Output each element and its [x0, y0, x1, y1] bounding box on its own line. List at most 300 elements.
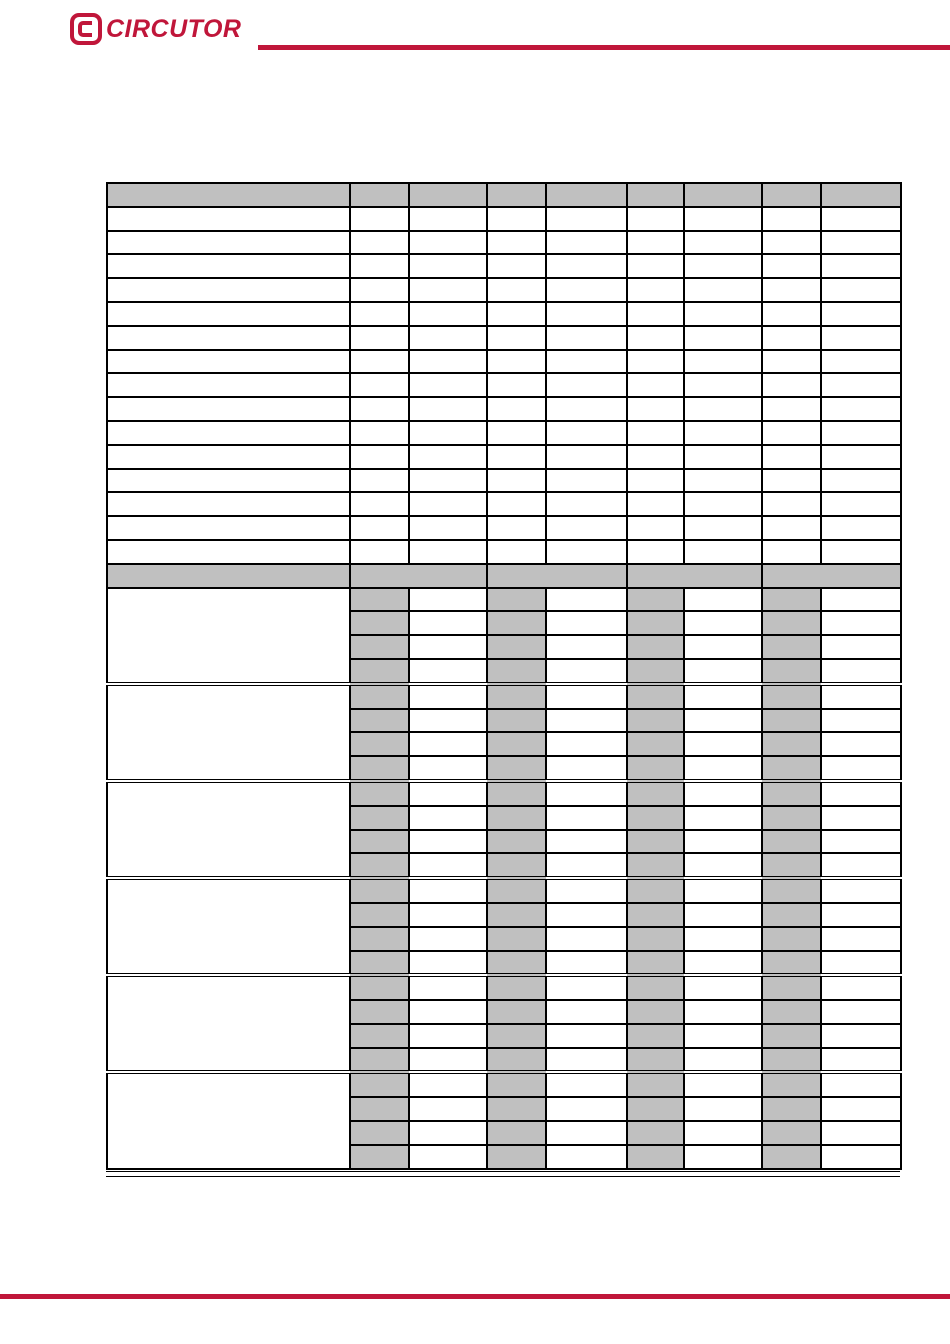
- table-cell: [107, 231, 350, 255]
- table-cell: [487, 373, 546, 397]
- shaded-cell: [627, 1145, 684, 1169]
- table-cell: [627, 445, 684, 469]
- table-cell: [107, 278, 350, 302]
- group-label-cell: [107, 975, 350, 1072]
- table-row: [107, 231, 901, 255]
- shaded-cell: [627, 927, 684, 951]
- table-cell: [546, 421, 627, 445]
- shaded-cell: [487, 853, 546, 878]
- table-cell: [684, 469, 762, 493]
- table-cell: [627, 278, 684, 302]
- table-cell: [546, 516, 627, 540]
- table-row: [107, 397, 901, 421]
- table-cell: [627, 397, 684, 421]
- shaded-cell: [627, 611, 684, 635]
- table-cell: [684, 1000, 762, 1024]
- shaded-cell: [487, 1048, 546, 1073]
- table-cell: [409, 445, 487, 469]
- table-cell: [350, 540, 409, 564]
- table-cell: [409, 492, 487, 516]
- table-cell: [350, 516, 409, 540]
- table-cell: [821, 659, 901, 684]
- shaded-cell: [627, 1072, 684, 1097]
- table-cell: [546, 1048, 627, 1073]
- table-cell: [821, 231, 901, 255]
- table-cell: [821, 806, 901, 830]
- shaded-cell: [627, 975, 684, 1000]
- shaded-cell: [350, 927, 409, 951]
- table-cell: [821, 278, 901, 302]
- shaded-cell: [487, 878, 546, 903]
- table-cell: [487, 516, 546, 540]
- shaded-cell: [762, 781, 821, 806]
- table-cell: [107, 207, 350, 231]
- table-row: [107, 540, 901, 564]
- table-header-cell: [627, 183, 684, 207]
- shaded-cell: [350, 684, 409, 709]
- table-cell: [546, 397, 627, 421]
- table-cell: [546, 781, 627, 806]
- table-cell: [684, 635, 762, 659]
- table-cell: [487, 492, 546, 516]
- blank-data-table: [106, 182, 900, 1177]
- shaded-cell: [762, 1000, 821, 1024]
- group-label-cell: [107, 878, 350, 975]
- table-cell: [107, 421, 350, 445]
- table-cell: [762, 278, 821, 302]
- table-cell: [762, 302, 821, 326]
- shaded-cell: [627, 709, 684, 733]
- table-cell: [821, 1121, 901, 1145]
- table-cell: [627, 492, 684, 516]
- table-cell: [546, 350, 627, 374]
- table-header-row: [107, 183, 901, 207]
- table-cell: [546, 254, 627, 278]
- shaded-cell: [627, 781, 684, 806]
- shaded-cell: [487, 806, 546, 830]
- table-cell: [487, 326, 546, 350]
- table-cell: [821, 927, 901, 951]
- table-row: [107, 516, 901, 540]
- table-cell: [684, 588, 762, 612]
- table-cell: [821, 469, 901, 493]
- group-label-cell: [107, 781, 350, 878]
- shaded-cell: [350, 903, 409, 927]
- table-row: [107, 445, 901, 469]
- table-cell: [684, 975, 762, 1000]
- table-cell: [762, 540, 821, 564]
- shaded-cell: [487, 951, 546, 976]
- table-cell: [409, 207, 487, 231]
- table-cell: [546, 806, 627, 830]
- table-cell: [409, 254, 487, 278]
- table-cell: [409, 830, 487, 854]
- table-cell: [107, 254, 350, 278]
- shaded-cell: [350, 878, 409, 903]
- table-cell: [821, 373, 901, 397]
- table-cell: [546, 1000, 627, 1024]
- table-cell: [409, 1097, 487, 1121]
- table-cell: [684, 1145, 762, 1169]
- table-cell: [546, 445, 627, 469]
- table-cell: [487, 254, 546, 278]
- table-cell: [821, 492, 901, 516]
- shaded-cell: [762, 732, 821, 756]
- shaded-cell: [627, 806, 684, 830]
- table-cell: [821, 1024, 901, 1048]
- table-cell: [409, 350, 487, 374]
- shaded-cell: [762, 927, 821, 951]
- table-cell: [684, 516, 762, 540]
- table-row: [107, 469, 901, 493]
- shaded-cell: [487, 927, 546, 951]
- shaded-cell: [762, 806, 821, 830]
- table-cell: [684, 927, 762, 951]
- table-cell: [107, 397, 350, 421]
- table-cell: [821, 516, 901, 540]
- shaded-cell: [627, 1000, 684, 1024]
- shaded-cell: [762, 1121, 821, 1145]
- table-cell: [546, 231, 627, 255]
- table-cell: [409, 635, 487, 659]
- shaded-cell: [350, 1072, 409, 1097]
- table-cell: [409, 516, 487, 540]
- table-cell: [762, 516, 821, 540]
- table-cell: [684, 540, 762, 564]
- shaded-cell: [627, 635, 684, 659]
- table-cell: [684, 756, 762, 781]
- group-header-cell: [762, 564, 901, 588]
- shaded-cell: [627, 588, 684, 612]
- table-cell: [821, 540, 901, 564]
- group-header-row: [107, 564, 901, 588]
- table-cell: [409, 278, 487, 302]
- table-cell: [350, 207, 409, 231]
- shaded-cell: [762, 830, 821, 854]
- table-cell: [350, 326, 409, 350]
- shaded-cell: [487, 659, 546, 684]
- table-cell: [821, 878, 901, 903]
- table-cell: [762, 445, 821, 469]
- table-row: [107, 278, 901, 302]
- shaded-cell: [487, 1024, 546, 1048]
- table-cell: [546, 1072, 627, 1097]
- table-cell: [627, 302, 684, 326]
- table-cell: [684, 611, 762, 635]
- table-cell: [409, 903, 487, 927]
- shaded-cell: [762, 635, 821, 659]
- table-bottom-rule: [106, 1171, 900, 1177]
- table-cell: [409, 878, 487, 903]
- table-cell: [684, 445, 762, 469]
- table-cell: [546, 853, 627, 878]
- table-cell: [684, 806, 762, 830]
- group-row: [107, 684, 901, 709]
- table-cell: [546, 1097, 627, 1121]
- table-cell: [546, 878, 627, 903]
- shaded-cell: [350, 853, 409, 878]
- table-cell: [821, 588, 901, 612]
- shaded-cell: [762, 709, 821, 733]
- table-cell: [762, 207, 821, 231]
- table-cell: [821, 709, 901, 733]
- table-cell: [409, 397, 487, 421]
- table-cell: [627, 254, 684, 278]
- table-cell: [821, 1000, 901, 1024]
- table-cell: [409, 732, 487, 756]
- table-cell: [684, 830, 762, 854]
- table-cell: [350, 421, 409, 445]
- table-cell: [762, 373, 821, 397]
- shaded-cell: [627, 1024, 684, 1048]
- table-cell: [409, 373, 487, 397]
- table-cell: [546, 278, 627, 302]
- shaded-cell: [762, 903, 821, 927]
- table-cell: [684, 781, 762, 806]
- table-header-cell: [684, 183, 762, 207]
- table-cell: [546, 975, 627, 1000]
- shaded-cell: [627, 1097, 684, 1121]
- table-cell: [627, 207, 684, 231]
- table-cell: [409, 326, 487, 350]
- shaded-cell: [762, 853, 821, 878]
- shaded-cell: [487, 732, 546, 756]
- table-cell: [684, 1024, 762, 1048]
- table-cell: [487, 540, 546, 564]
- table-cell: [107, 373, 350, 397]
- shaded-cell: [627, 878, 684, 903]
- table-cell: [546, 588, 627, 612]
- shaded-cell: [627, 1048, 684, 1073]
- table-cell: [409, 540, 487, 564]
- table-header-cell: [107, 183, 350, 207]
- shaded-cell: [350, 975, 409, 1000]
- shaded-cell: [487, 635, 546, 659]
- table-cell: [350, 302, 409, 326]
- table-cell: [684, 302, 762, 326]
- table-cell: [684, 853, 762, 878]
- group-header-cell: [350, 564, 487, 588]
- brand-name: CIRCUTOR: [106, 15, 242, 43]
- table-cell: [627, 231, 684, 255]
- table-cell: [684, 207, 762, 231]
- shaded-cell: [487, 903, 546, 927]
- table-cell: [762, 421, 821, 445]
- table-cell: [821, 1097, 901, 1121]
- shaded-cell: [762, 1145, 821, 1169]
- table-cell: [684, 326, 762, 350]
- circutor-logo-icon: [70, 13, 102, 45]
- table-row: [107, 373, 901, 397]
- table-cell: [821, 350, 901, 374]
- table-cell: [350, 373, 409, 397]
- table-cell: [821, 421, 901, 445]
- table-cell: [821, 732, 901, 756]
- table-cell: [684, 231, 762, 255]
- table-cell: [546, 659, 627, 684]
- table-cell: [546, 326, 627, 350]
- table-cell: [821, 684, 901, 709]
- shaded-cell: [627, 732, 684, 756]
- table-cell: [821, 445, 901, 469]
- table-cell: [409, 806, 487, 830]
- table-cell: [821, 611, 901, 635]
- table-cell: [684, 732, 762, 756]
- header-rule: [258, 45, 950, 50]
- table-cell: [627, 469, 684, 493]
- shaded-cell: [487, 588, 546, 612]
- table-cell: [409, 302, 487, 326]
- table-row: [107, 421, 901, 445]
- table-cell: [546, 1145, 627, 1169]
- table-cell: [487, 302, 546, 326]
- shaded-cell: [350, 1145, 409, 1169]
- table-cell: [627, 373, 684, 397]
- shaded-cell: [762, 1048, 821, 1073]
- shaded-cell: [487, 1000, 546, 1024]
- table-header-cell: [546, 183, 627, 207]
- shaded-cell: [350, 756, 409, 781]
- table-cell: [762, 326, 821, 350]
- table-cell: [821, 1072, 901, 1097]
- brand-logo: [70, 12, 241, 46]
- table-cell: [821, 853, 901, 878]
- table-cell: [821, 207, 901, 231]
- table-cell: [684, 1121, 762, 1145]
- table-cell: [487, 421, 546, 445]
- table-cell: [821, 903, 901, 927]
- shaded-cell: [350, 1121, 409, 1145]
- table-cell: [684, 1048, 762, 1073]
- table-cell: [107, 302, 350, 326]
- table-cell: [487, 231, 546, 255]
- table-cell: [762, 231, 821, 255]
- shaded-cell: [627, 756, 684, 781]
- table-cell: [821, 975, 901, 1000]
- table-row: [107, 302, 901, 326]
- table-cell: [107, 540, 350, 564]
- table-header-cell: [821, 183, 901, 207]
- shaded-cell: [627, 951, 684, 976]
- shaded-cell: [627, 1121, 684, 1145]
- table-cell: [409, 684, 487, 709]
- shaded-cell: [350, 1000, 409, 1024]
- table-row: [107, 207, 901, 231]
- shaded-cell: [487, 781, 546, 806]
- shaded-cell: [350, 1048, 409, 1073]
- shaded-cell: [627, 853, 684, 878]
- shaded-cell: [627, 830, 684, 854]
- table-cell: [821, 635, 901, 659]
- shaded-cell: [487, 684, 546, 709]
- table-cell: [409, 853, 487, 878]
- table-cell: [409, 975, 487, 1000]
- table-cell: [107, 350, 350, 374]
- table-cell: [684, 421, 762, 445]
- table-cell: [821, 302, 901, 326]
- table-cell: [487, 397, 546, 421]
- shaded-cell: [487, 830, 546, 854]
- table-header-cell: [762, 183, 821, 207]
- table-cell: [684, 350, 762, 374]
- group-row: [107, 588, 901, 612]
- table-cell: [409, 1145, 487, 1169]
- table-cell: [821, 254, 901, 278]
- group-label-cell: [107, 684, 350, 781]
- shaded-cell: [762, 1072, 821, 1097]
- shaded-cell: [762, 951, 821, 976]
- table-cell: [762, 397, 821, 421]
- shaded-cell: [350, 806, 409, 830]
- shaded-cell: [350, 1097, 409, 1121]
- shaded-cell: [762, 1024, 821, 1048]
- group-header-cell: [487, 564, 627, 588]
- table-cell: [627, 326, 684, 350]
- shaded-cell: [487, 709, 546, 733]
- table-cell: [409, 1000, 487, 1024]
- shaded-cell: [487, 1097, 546, 1121]
- table-cell: [546, 373, 627, 397]
- table-grid: [106, 182, 902, 1170]
- table-cell: [546, 302, 627, 326]
- table-row: [107, 492, 901, 516]
- table-cell: [546, 207, 627, 231]
- table-cell: [409, 781, 487, 806]
- shaded-cell: [350, 1024, 409, 1048]
- table-cell: [409, 951, 487, 976]
- table-cell: [350, 492, 409, 516]
- shaded-cell: [487, 975, 546, 1000]
- table-row: [107, 350, 901, 374]
- table-cell: [409, 659, 487, 684]
- table-cell: [821, 756, 901, 781]
- table-cell: [684, 373, 762, 397]
- table-cell: [350, 469, 409, 493]
- shaded-cell: [350, 951, 409, 976]
- table-cell: [821, 397, 901, 421]
- shaded-cell: [487, 1145, 546, 1169]
- table-cell: [487, 350, 546, 374]
- table-cell: [762, 350, 821, 374]
- table-cell: [546, 951, 627, 976]
- table-cell: [409, 421, 487, 445]
- table-cell: [627, 421, 684, 445]
- table-cell: [546, 611, 627, 635]
- table-cell: [546, 684, 627, 709]
- shaded-cell: [762, 611, 821, 635]
- table-cell: [409, 1024, 487, 1048]
- table-cell: [107, 445, 350, 469]
- shaded-cell: [350, 588, 409, 612]
- table-cell: [684, 709, 762, 733]
- shaded-cell: [487, 756, 546, 781]
- shaded-cell: [350, 830, 409, 854]
- group-header-cell: [107, 564, 350, 588]
- table-cell: [409, 709, 487, 733]
- shaded-cell: [762, 659, 821, 684]
- table-header-cell: [409, 183, 487, 207]
- table-cell: [762, 469, 821, 493]
- table-cell: [409, 611, 487, 635]
- table-cell: [487, 445, 546, 469]
- group-row: [107, 781, 901, 806]
- shaded-cell: [627, 659, 684, 684]
- table-cell: [821, 951, 901, 976]
- table-cell: [684, 254, 762, 278]
- group-row: [107, 878, 901, 903]
- shaded-cell: [350, 611, 409, 635]
- group-label-cell: [107, 1072, 350, 1168]
